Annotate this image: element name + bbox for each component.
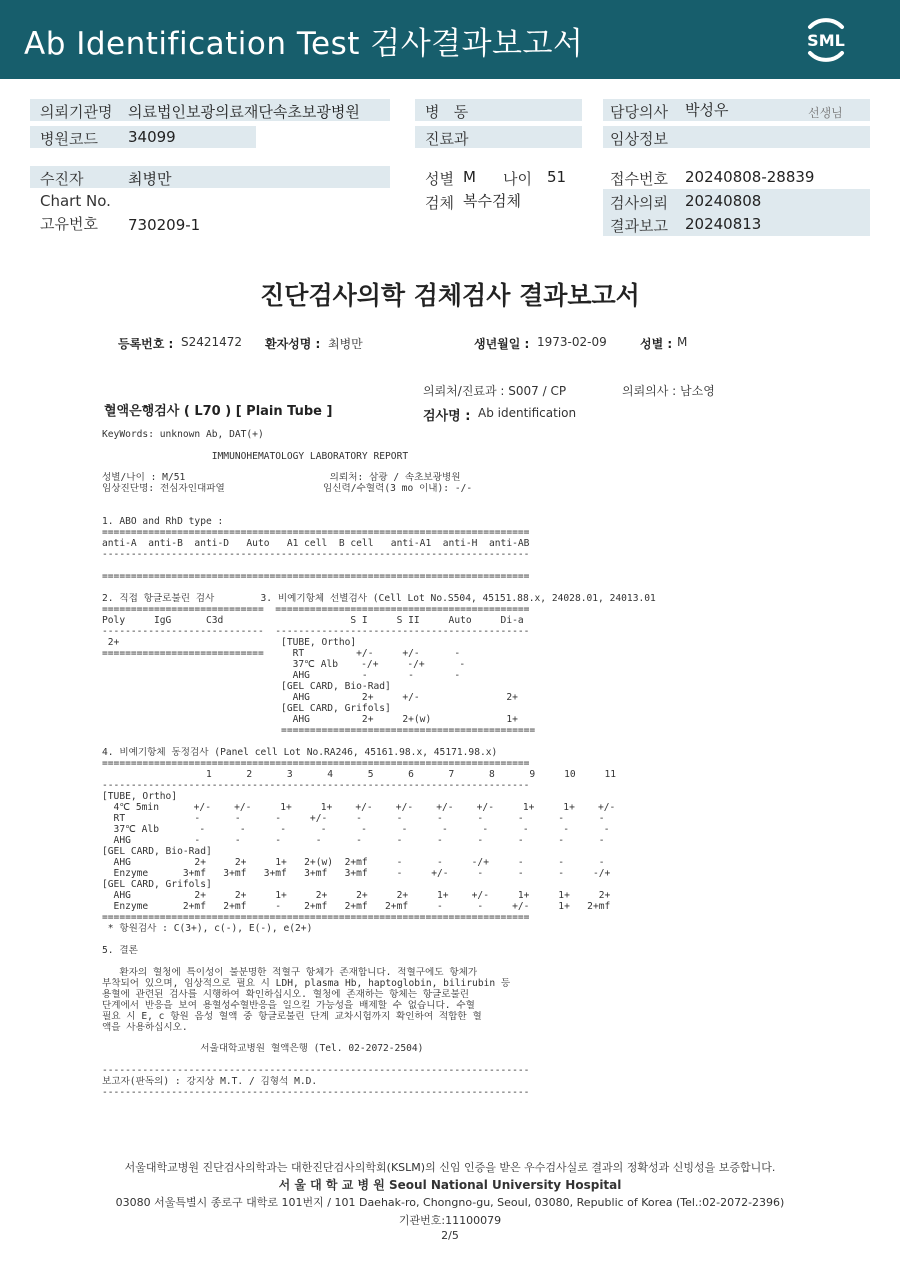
sex2-value: M xyxy=(677,335,688,349)
receipt-value: 20240808-28839 xyxy=(685,168,815,186)
report-date-value: 20240813 xyxy=(685,215,762,233)
svg-text:SML: SML xyxy=(807,31,845,50)
report-line: AHG - - - xyxy=(102,670,461,681)
report-line: AHG 2+ 2+(w) 1+ xyxy=(102,714,518,725)
report-line: KeyWords: unknown Ab, DAT(+) xyxy=(102,429,264,440)
report-line: IMMUNOHEMATOLOGY LABORATORY REPORT xyxy=(102,451,409,462)
report-line: 1 2 3 4 5 6 7 8 9 10 11 xyxy=(102,769,617,780)
receipt-label: 접수번호 xyxy=(610,170,668,188)
doctor-suffix: 선생님 xyxy=(808,106,843,120)
exam-name-value: Ab identification xyxy=(478,406,577,420)
report-line: -------------------------------------------------------------------------- xyxy=(102,1087,530,1098)
report-line: -------------------------------------------------------------------------- xyxy=(102,780,530,791)
report-line: [GEL CARD, Bio-Rad] xyxy=(102,681,391,692)
sex-label: 성별 xyxy=(425,170,454,188)
report-line: 액을 사용하십시오. xyxy=(102,1022,188,1033)
name-label: 환자성명 : xyxy=(265,337,321,351)
footer-page: 2/5 xyxy=(441,1229,459,1242)
report-line: [TUBE, Ortho] xyxy=(102,791,178,802)
report-line: 5. 결론 xyxy=(102,945,138,956)
header-title: Ab Identification Test 검사결과보고서 xyxy=(24,26,584,62)
report-line: ============================ RT +/- +/- - xyxy=(102,648,461,659)
dept-label: 진료과 xyxy=(425,130,469,148)
report-line: Poly IgG C3d S I S II Auto Di-a xyxy=(102,615,524,626)
footer-org-no: 기관번호:11100079 xyxy=(398,1214,502,1227)
report-line: ---------------------------- -------------------------------------------- xyxy=(102,626,530,637)
report-line: 37℃ Alb - - - - - - - - - - - xyxy=(102,824,610,835)
footer-hospital: 서 울 대 학 교 병 원 Seoul National University Hospital xyxy=(278,1178,622,1192)
report-line: ============================================ xyxy=(102,725,536,736)
report-line: ========================================================================== xyxy=(102,571,530,582)
report-line: 부착되어 있으며, 임상적으로 필요 시 LDH, plasma Hb, haptoglobin, bilirubin 등 xyxy=(102,978,511,989)
patient-row-bg xyxy=(30,166,390,188)
referral-line: 의뢰처/진료과 : S007 / CP xyxy=(423,384,567,398)
report-line: [GEL CARD, Bio-Rad] xyxy=(102,846,212,857)
ward-label: 병 동 xyxy=(425,103,469,121)
report-line: AHG - - - - - - - - - - - xyxy=(102,835,605,846)
report-line: RT - - - +/- - - - - - - - xyxy=(102,813,605,824)
report-line: AHG 2+ 2+ 1+ 2+(w) 2+mf - - -/+ - - - xyxy=(102,857,605,868)
doctor-value: 박성우 xyxy=(685,101,729,119)
report-line: 임상진단명: 전심자인대파열 임신력/수혈력(3 mo 이내): -/- xyxy=(102,483,473,494)
report-line: 1. ABO and RhD type : xyxy=(102,516,224,527)
report-line: Enzyme 3+mf 3+mf 3+mf 3+mf 3+mf - +/- - - - -/+ xyxy=(102,868,611,879)
exam-name-label: 검사명 : xyxy=(423,409,471,424)
sex-value: M xyxy=(463,168,476,186)
name-value: 최병만 xyxy=(328,337,363,351)
footer-cert: 서울대학교병원 진단검사의학과는 대한진단검사의학회(KSLM)의 신임 인증을 받은 우수검사실로 결과의 정확성과 신빙성을 보증합니다. xyxy=(124,1161,776,1174)
request-label: 검사의뢰 xyxy=(610,194,668,212)
report-line: 4. 비예기항체 동정검사 (Panel cell Lot No.RA246, 45161.98.x, 45171.98.x) xyxy=(102,747,498,758)
report-line: 37℃ Alb -/+ -/+ - xyxy=(102,659,466,670)
report-line: ========================================================================== xyxy=(102,527,530,538)
report-line: * 항원검사 : C(3+), c(-), E(-), e(2+) xyxy=(102,923,313,934)
patient-label: 수진자 xyxy=(40,170,84,188)
hospital-code-value: 34099 xyxy=(128,128,176,146)
reg-value: S2421472 xyxy=(181,335,243,349)
clinical-label: 임상정보 xyxy=(610,130,668,148)
report-line: Enzyme 2+mf 2+mf - 2+mf 2+mf 2+mf - - +/- 1+ 2+mf xyxy=(102,901,611,912)
sex2-label: 성별 : xyxy=(640,337,673,351)
report-line: ========================================================================== xyxy=(102,758,530,769)
specimen-value: 복수검체 xyxy=(463,192,521,210)
institution-value: 의료법인보광의료재단속초보광병원 xyxy=(128,103,360,121)
report-line: 환자의 혈청에 특이성이 불분명한 적혈구 항체가 존재합니다. 적혈구에도 항체가 xyxy=(102,967,478,978)
chart-label: Chart No. xyxy=(40,192,111,210)
unique-label: 고유번호 xyxy=(40,215,98,233)
request-value: 20240808 xyxy=(685,192,762,210)
report-line: [GEL CARD, Grifols] xyxy=(102,879,212,890)
report-title: 진단검사의학 검체검사 결과보고서 xyxy=(260,281,640,310)
report-line: 4℃ 5min +/- +/- 1+ 1+ +/- +/- +/- +/- 1+ 1+ +/- xyxy=(102,802,616,813)
report-line: AHG 2+ +/- 2+ xyxy=(102,692,518,703)
report-line: 단계에서 반응을 보여 용혈성수혈반응을 일으킬 가능성을 배제할 수 없습니다. 수혈 xyxy=(102,1000,475,1011)
report-line: ============================ ============================================ xyxy=(102,604,530,615)
institution-label: 의뢰기관명 xyxy=(40,103,113,121)
report-line: 필요 시 E, c 항원 음성 혈액 중 항글로불린 단계 교차시험까지 확인하여 적합한 혈 xyxy=(102,1011,482,1022)
report-line: -------------------------------------------------------------------------- xyxy=(102,1065,530,1076)
sml-logo xyxy=(800,13,852,65)
report-line: 2+ [TUBE, Ortho] xyxy=(102,637,357,648)
report-line: 성별/나이 : M/51 의뢰처: 삼광 / 속초보광병원 xyxy=(102,472,461,483)
age-value: 51 xyxy=(547,168,567,186)
report-line: 서울대학교병원 혈액은행 (Tel. 02-2072-2504) xyxy=(102,1043,424,1054)
specimen-label: 검체 xyxy=(425,194,454,212)
report-line: 2. 직접 항글로불린 검사 3. 비예기항체 선별검사 (Cell Lot No.S504, 45151.88.x, 24028.01, 24013.01 xyxy=(102,593,656,604)
footer-address: 03080 서울특별시 종로구 대학로 101번지 / 101 Daehak-ro, Chongno-gu, Seoul, 03080, Republic of Korea (Tel.:02-2072-2396) xyxy=(115,1196,785,1209)
dob-value: 1973-02-09 xyxy=(537,335,607,349)
report-line: ========================================================================== xyxy=(102,912,530,923)
exam-title: 혈액은행검사 ( L70 ) [ Plain Tube ] xyxy=(104,404,333,419)
report-line: anti-A anti-B anti-D Auto A1 cell B cell anti-A1 anti-H anti-AB xyxy=(102,538,530,549)
report-line: 용혈에 관련된 검사를 시행하여 확인하십시오. 혈청에 존재하는 항체는 항글로불린 xyxy=(102,989,470,1000)
doctor-label: 담당의사 xyxy=(610,103,668,121)
report-line: AHG 2+ 2+ 1+ 2+ 2+ 2+ 1+ +/- 1+ 1+ 2+ xyxy=(102,890,611,901)
reg-label: 등록번호 : xyxy=(118,337,174,351)
report-line: -------------------------------------------------------------------------- xyxy=(102,549,530,560)
hospital-code-label: 병원코드 xyxy=(40,130,98,148)
age-label: 나이 xyxy=(503,170,532,188)
unique-value: 730209-1 xyxy=(128,216,201,234)
patient-value: 최병만 xyxy=(128,170,172,188)
report-date-label: 결과보고 xyxy=(610,217,668,235)
ref-doctor-line: 의뢰의사 : 남소영 xyxy=(622,384,715,398)
report-line: [GEL CARD, Grifols] xyxy=(102,703,391,714)
dob-label: 생년월일 : xyxy=(474,337,530,351)
report-line: 보고자(판독의) : 강지상 M.T. / 김형석 M.D. xyxy=(102,1076,318,1087)
